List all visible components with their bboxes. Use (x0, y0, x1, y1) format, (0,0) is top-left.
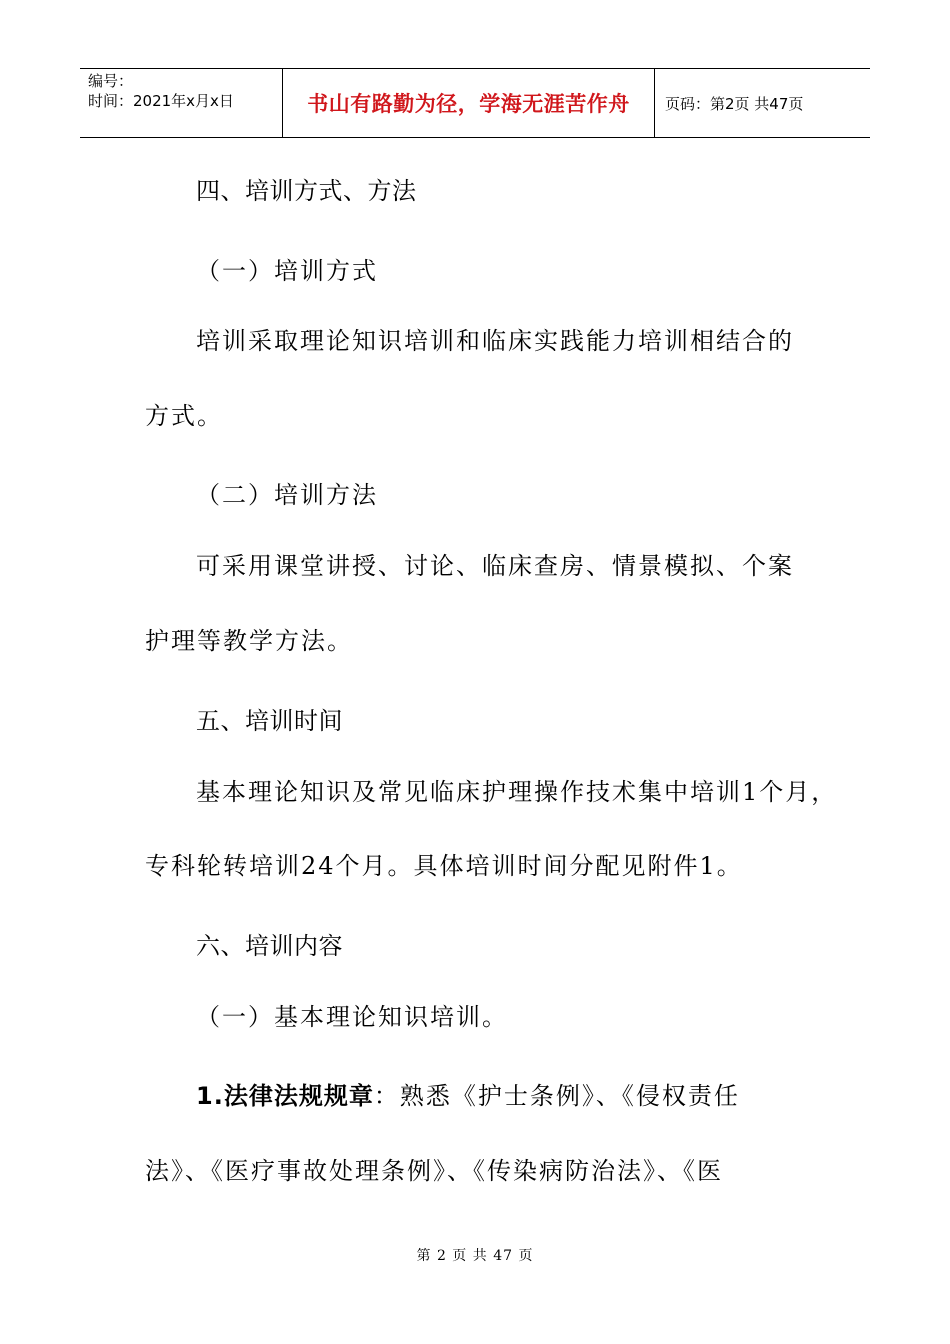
header-page-info: 页码：第2页 共47页 (665, 94, 804, 113)
header-number-label: 编号： (88, 72, 134, 90)
paragraph-line-laws (196, 1081, 740, 1111)
header-meta (80, 69, 282, 137)
header-motto: 书山有路勤为径，学海无涯苦作舟 (282, 69, 655, 137)
paragraph-line: 可采用课堂讲授、讨论、临床查房、情景模拟、个案 (196, 552, 794, 580)
paragraph-line: 基本理论知识及常见临床护理操作技术集中培训1个月， (196, 778, 838, 806)
paragraph-line: 方式。 (145, 402, 223, 430)
paragraph-line: 护理等教学方法。 (145, 627, 353, 655)
subheading-training-mode: （一）培训方式 (196, 257, 378, 285)
section-heading-training-content: 六、培训内容 (196, 932, 343, 960)
subheading-basic-theory: （一）基本理论知识培训。 (196, 1003, 508, 1031)
section-heading-training-time: 五、培训时间 (196, 707, 343, 735)
section-heading-training-methods: 四、培训方式、方法 (196, 177, 417, 205)
header-time-label: 时间：2021年x月x日 (88, 92, 234, 110)
paragraph-line: 培训采取理论知识培训和临床实践能力培训相结合的 (196, 327, 794, 355)
subheading-training-method: （二）培训方法 (196, 481, 378, 509)
laws-regulations-text: ：熟悉《护士条例》、《侵权责任 (373, 1082, 740, 1110)
paragraph-line: 法》、《医疗事故处理条例》、《传染病防治法》、《医 (145, 1157, 723, 1185)
page-header (80, 68, 870, 138)
laws-regulations-label: 1.法律法规规章 (196, 1082, 374, 1110)
page-footer: 第 2 页 共 47 页 (416, 1248, 534, 1264)
paragraph-line: 专科轮转培训24个月。具体培训时间分配见附件1。 (145, 852, 743, 880)
